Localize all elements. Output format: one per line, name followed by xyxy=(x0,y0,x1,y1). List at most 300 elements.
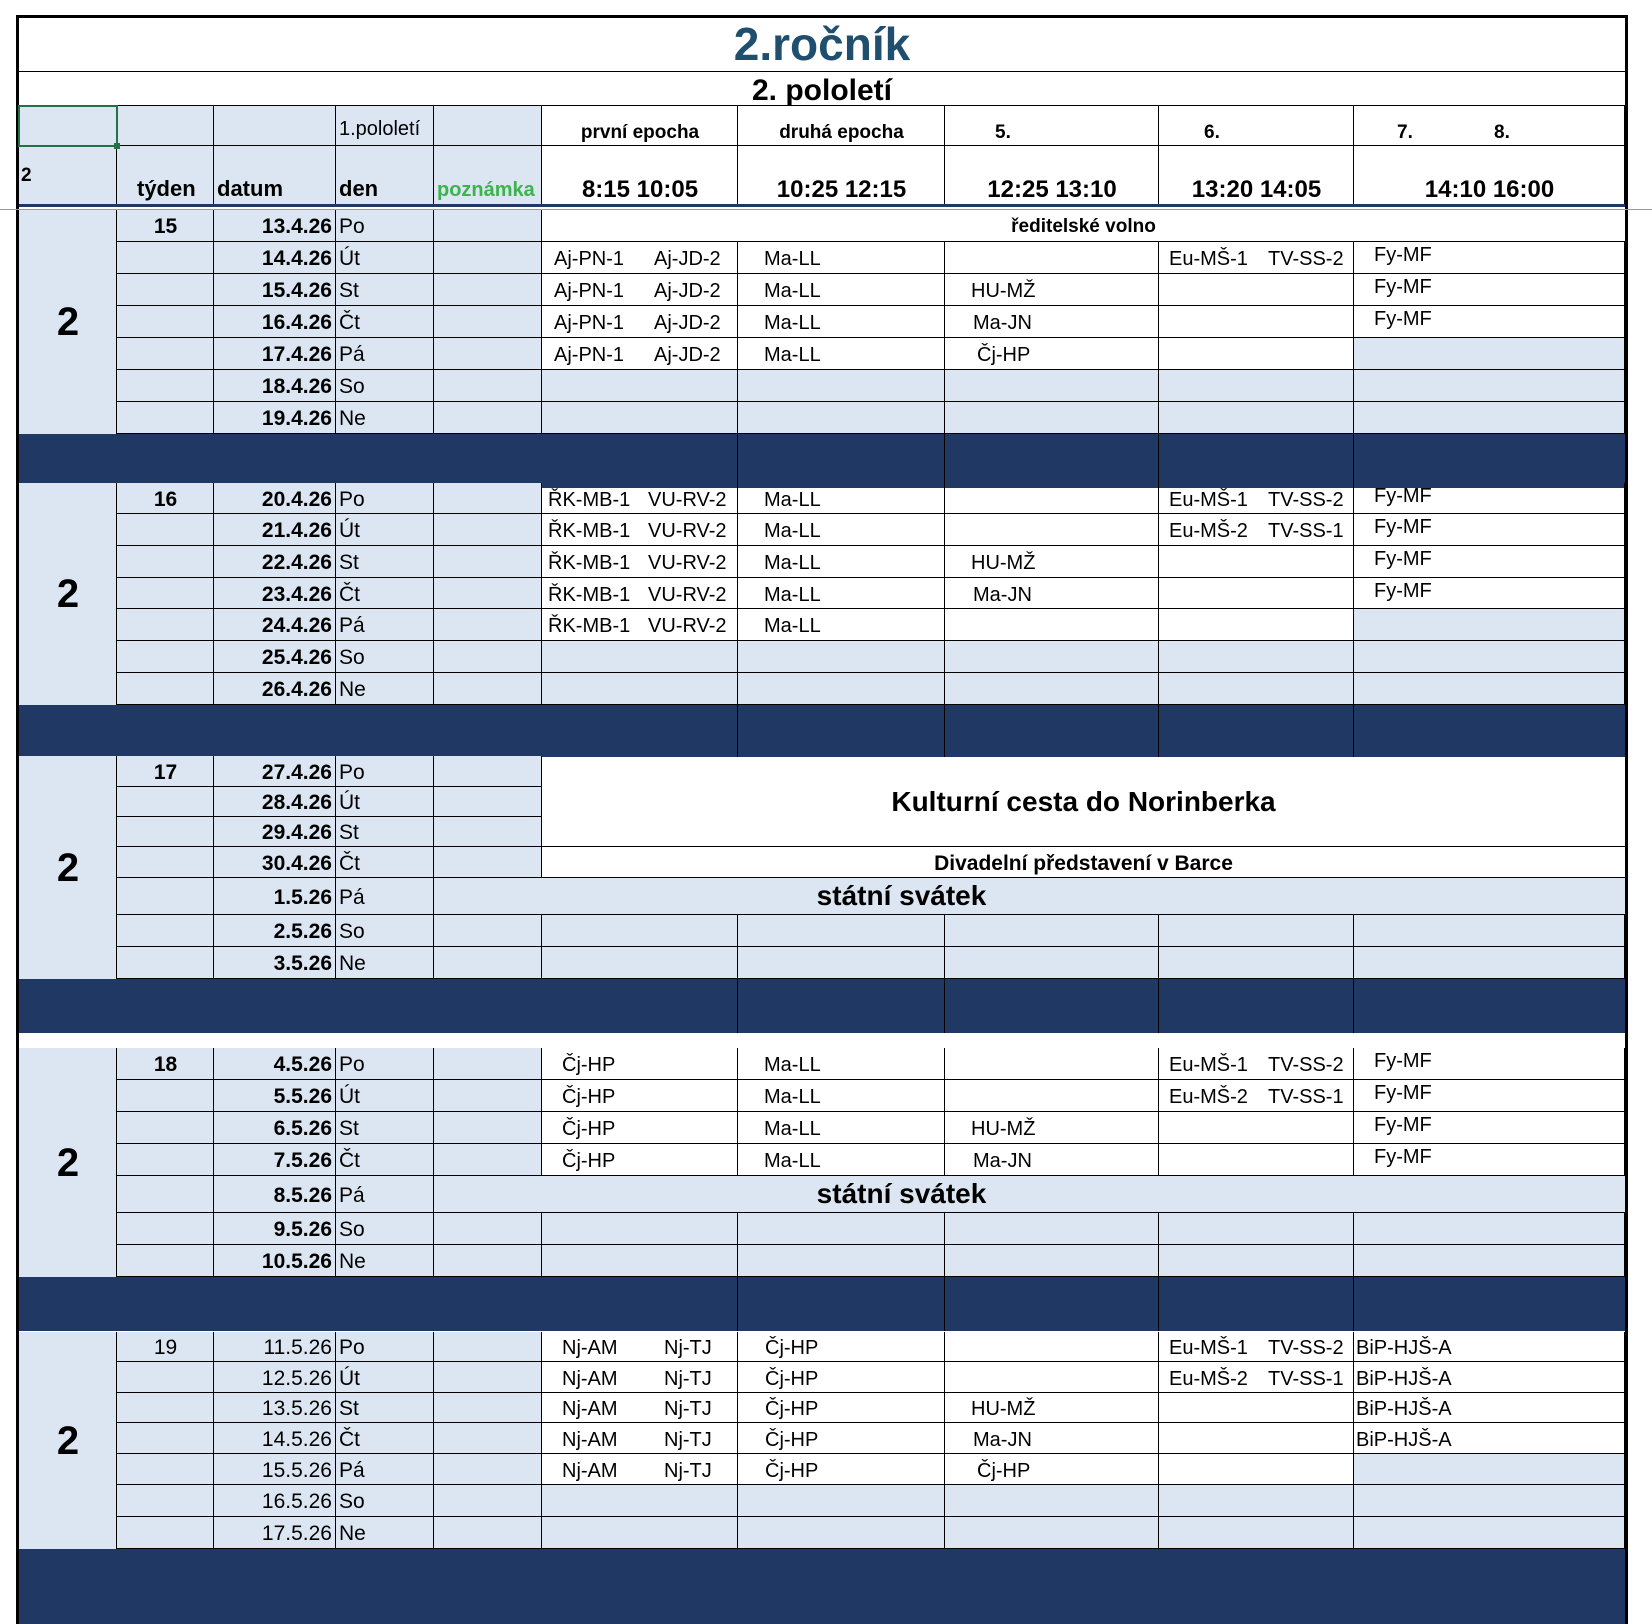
note-span-cell[interactable] xyxy=(434,878,1625,915)
week-number-cell[interactable] xyxy=(117,1080,214,1112)
lesson-cell[interactable] xyxy=(945,1048,1159,1080)
day-cell[interactable] xyxy=(336,756,434,787)
day-cell[interactable] xyxy=(336,338,434,370)
lesson-cell[interactable] xyxy=(1159,1423,1354,1454)
week-number-cell[interactable] xyxy=(117,1362,214,1393)
lesson-cell[interactable] xyxy=(945,915,1159,947)
header-cell[interactable] xyxy=(214,106,336,146)
lesson-cell[interactable] xyxy=(1354,1362,1625,1393)
week-number-cell[interactable] xyxy=(117,1485,214,1517)
header-cell[interactable] xyxy=(336,146,434,204)
lesson-cell[interactable] xyxy=(1354,1112,1625,1144)
lesson-cell[interactable] xyxy=(1159,1454,1354,1485)
lesson-cell[interactable] xyxy=(738,1245,945,1277)
day-cell[interactable] xyxy=(336,514,434,546)
note-span-cell[interactable] xyxy=(542,847,1625,878)
date-cell[interactable] xyxy=(214,1423,336,1454)
lesson-cell[interactable] xyxy=(1354,1245,1625,1277)
day-cell[interactable] xyxy=(336,1517,434,1549)
week-number-cell[interactable] xyxy=(117,1213,214,1245)
note-cell[interactable] xyxy=(434,514,542,546)
lesson-cell[interactable] xyxy=(1159,673,1354,705)
lesson-cell[interactable] xyxy=(1159,641,1354,673)
date-cell[interactable] xyxy=(214,1485,336,1517)
note-cell[interactable] xyxy=(434,1393,542,1423)
week-number-cell[interactable] xyxy=(117,1245,214,1277)
lesson-cell[interactable] xyxy=(1159,1213,1354,1245)
lesson-cell[interactable] xyxy=(945,1080,1159,1112)
header-cell[interactable] xyxy=(434,146,542,204)
period-name-cell[interactable] xyxy=(1354,106,1625,146)
week-label-cell[interactable] xyxy=(19,1332,117,1549)
note-cell[interactable] xyxy=(434,673,542,705)
week-number-cell[interactable] xyxy=(117,1048,214,1080)
lesson-cell[interactable] xyxy=(542,609,738,641)
lesson-cell[interactable] xyxy=(738,609,945,641)
lesson-cell[interactable] xyxy=(542,338,738,370)
selected-cell-outline[interactable] xyxy=(18,105,118,147)
day-cell[interactable] xyxy=(336,609,434,641)
week-number-cell[interactable] xyxy=(117,1112,214,1144)
day-cell[interactable] xyxy=(336,947,434,979)
lesson-cell[interactable] xyxy=(1354,338,1625,370)
week-label-cell[interactable] xyxy=(19,1048,117,1277)
lesson-cell[interactable] xyxy=(738,1048,945,1080)
week-number-cell[interactable] xyxy=(117,210,214,242)
note-cell[interactable] xyxy=(434,947,542,979)
lesson-cell[interactable] xyxy=(945,947,1159,979)
lesson-cell[interactable] xyxy=(1354,306,1625,338)
header-cell[interactable] xyxy=(336,106,434,146)
lesson-cell[interactable] xyxy=(945,1485,1159,1517)
lesson-cell[interactable] xyxy=(1354,578,1625,609)
note-cell[interactable] xyxy=(434,1454,542,1485)
day-cell[interactable] xyxy=(336,1144,434,1176)
week-number-cell[interactable] xyxy=(117,915,214,947)
lesson-cell[interactable] xyxy=(542,1080,738,1112)
lesson-cell[interactable] xyxy=(542,1332,738,1362)
lesson-cell[interactable] xyxy=(1354,242,1625,274)
day-cell[interactable] xyxy=(336,1362,434,1393)
period-time-cell[interactable] xyxy=(1354,146,1625,204)
lesson-cell[interactable] xyxy=(738,242,945,274)
lesson-cell[interactable] xyxy=(1159,402,1354,434)
lesson-cell[interactable] xyxy=(738,1332,945,1362)
date-cell[interactable] xyxy=(214,1517,336,1549)
day-cell[interactable] xyxy=(336,578,434,609)
note-cell[interactable] xyxy=(434,609,542,641)
header-cell[interactable] xyxy=(117,146,214,204)
note-cell[interactable] xyxy=(434,1517,542,1549)
note-cell[interactable] xyxy=(434,338,542,370)
lesson-cell[interactable] xyxy=(1159,514,1354,546)
lesson-cell[interactable] xyxy=(1159,1517,1354,1549)
note-cell[interactable] xyxy=(434,1048,542,1080)
date-cell[interactable] xyxy=(214,370,336,402)
lesson-cell[interactable] xyxy=(1354,609,1625,641)
lesson-cell[interactable] xyxy=(542,274,738,306)
lesson-cell[interactable] xyxy=(1159,609,1354,641)
note-cell[interactable] xyxy=(434,210,542,242)
week-number-cell[interactable] xyxy=(117,546,214,578)
lesson-cell[interactable] xyxy=(1354,1454,1625,1485)
week-number-cell[interactable] xyxy=(117,483,214,514)
lesson-cell[interactable] xyxy=(1159,947,1354,979)
lesson-cell[interactable] xyxy=(542,641,738,673)
lesson-cell[interactable] xyxy=(738,1393,945,1423)
lesson-cell[interactable] xyxy=(945,370,1159,402)
date-cell[interactable] xyxy=(214,514,336,546)
week-number-cell[interactable] xyxy=(117,338,214,370)
day-cell[interactable] xyxy=(336,1245,434,1277)
date-cell[interactable] xyxy=(214,1245,336,1277)
period-time-cell[interactable] xyxy=(1159,146,1354,204)
lesson-cell[interactable] xyxy=(945,609,1159,641)
week-number-cell[interactable] xyxy=(117,817,214,847)
date-cell[interactable] xyxy=(214,402,336,434)
lesson-cell[interactable] xyxy=(738,1423,945,1454)
lesson-cell[interactable] xyxy=(738,546,945,578)
date-cell[interactable] xyxy=(214,1362,336,1393)
date-cell[interactable] xyxy=(214,546,336,578)
date-cell[interactable] xyxy=(214,915,336,947)
lesson-cell[interactable] xyxy=(738,338,945,370)
lesson-cell[interactable] xyxy=(945,402,1159,434)
header-cell[interactable] xyxy=(214,146,336,204)
day-cell[interactable] xyxy=(336,483,434,514)
lesson-cell[interactable] xyxy=(1354,915,1625,947)
date-cell[interactable] xyxy=(214,1454,336,1485)
lesson-cell[interactable] xyxy=(945,1112,1159,1144)
lesson-cell[interactable] xyxy=(1354,514,1625,546)
day-cell[interactable] xyxy=(336,546,434,578)
period-time-cell[interactable] xyxy=(542,146,738,204)
note-cell[interactable] xyxy=(434,756,542,787)
header-cell[interactable] xyxy=(434,106,542,146)
lesson-cell[interactable] xyxy=(542,1112,738,1144)
note-cell[interactable] xyxy=(434,1423,542,1454)
lesson-cell[interactable] xyxy=(1354,546,1625,578)
day-cell[interactable] xyxy=(336,673,434,705)
lesson-cell[interactable] xyxy=(1354,402,1625,434)
week-label-cell[interactable] xyxy=(19,210,117,434)
lesson-cell[interactable] xyxy=(542,1423,738,1454)
note-cell[interactable] xyxy=(434,274,542,306)
note-span-cell[interactable] xyxy=(434,1176,1625,1213)
week-number-cell[interactable] xyxy=(117,1393,214,1423)
fill-handle[interactable] xyxy=(114,143,120,149)
lesson-cell[interactable] xyxy=(738,483,945,514)
note-span-cell[interactable] xyxy=(542,756,1625,847)
week-number-cell[interactable] xyxy=(117,756,214,787)
lesson-cell[interactable] xyxy=(542,1517,738,1549)
period-name-cell[interactable] xyxy=(945,106,1159,146)
lesson-cell[interactable] xyxy=(945,274,1159,306)
lesson-cell[interactable] xyxy=(1159,1332,1354,1362)
lesson-cell[interactable] xyxy=(542,242,738,274)
day-cell[interactable] xyxy=(336,878,434,915)
day-cell[interactable] xyxy=(336,1485,434,1517)
lesson-cell[interactable] xyxy=(1159,1144,1354,1176)
lesson-cell[interactable] xyxy=(1354,673,1625,705)
lesson-cell[interactable] xyxy=(738,514,945,546)
period-time-cell[interactable] xyxy=(945,146,1159,204)
lesson-cell[interactable] xyxy=(945,1245,1159,1277)
lesson-cell[interactable] xyxy=(542,483,738,514)
week-number-cell[interactable] xyxy=(117,878,214,915)
lesson-cell[interactable] xyxy=(945,306,1159,338)
lesson-cell[interactable] xyxy=(1159,370,1354,402)
lesson-cell[interactable] xyxy=(738,1362,945,1393)
lesson-cell[interactable] xyxy=(738,306,945,338)
period-name-cell[interactable] xyxy=(738,106,945,146)
lesson-cell[interactable] xyxy=(1159,1112,1354,1144)
lesson-cell[interactable] xyxy=(738,1112,945,1144)
week-label-cell[interactable] xyxy=(19,483,117,705)
lesson-cell[interactable] xyxy=(738,1517,945,1549)
note-cell[interactable] xyxy=(434,578,542,609)
note-span-cell[interactable] xyxy=(542,210,1625,242)
lesson-cell[interactable] xyxy=(738,641,945,673)
lesson-cell[interactable] xyxy=(945,514,1159,546)
week-number-cell[interactable] xyxy=(117,1144,214,1176)
period-name-cell[interactable] xyxy=(542,106,738,146)
lesson-cell[interactable] xyxy=(738,274,945,306)
day-cell[interactable] xyxy=(336,1080,434,1112)
lesson-cell[interactable] xyxy=(1159,1080,1354,1112)
date-cell[interactable] xyxy=(214,1393,336,1423)
lesson-cell[interactable] xyxy=(738,1213,945,1245)
lesson-cell[interactable] xyxy=(542,947,738,979)
day-cell[interactable] xyxy=(336,641,434,673)
lesson-cell[interactable] xyxy=(1159,1362,1354,1393)
date-cell[interactable] xyxy=(214,641,336,673)
week-number-cell[interactable] xyxy=(117,242,214,274)
lesson-cell[interactable] xyxy=(1354,370,1625,402)
lesson-cell[interactable] xyxy=(738,402,945,434)
week-number-cell[interactable] xyxy=(117,1332,214,1362)
lesson-cell[interactable] xyxy=(542,1048,738,1080)
lesson-cell[interactable] xyxy=(738,370,945,402)
note-cell[interactable] xyxy=(434,402,542,434)
lesson-cell[interactable] xyxy=(1159,915,1354,947)
period-name-cell[interactable] xyxy=(1159,106,1354,146)
lesson-cell[interactable] xyxy=(1159,546,1354,578)
lesson-cell[interactable] xyxy=(945,1332,1159,1362)
day-cell[interactable] xyxy=(336,847,434,878)
note-cell[interactable] xyxy=(434,242,542,274)
lesson-cell[interactable] xyxy=(542,1393,738,1423)
note-cell[interactable] xyxy=(434,847,542,878)
week-number-cell[interactable] xyxy=(117,274,214,306)
lesson-cell[interactable] xyxy=(1354,274,1625,306)
lesson-cell[interactable] xyxy=(542,1454,738,1485)
day-cell[interactable] xyxy=(336,1332,434,1362)
lesson-cell[interactable] xyxy=(1354,1332,1625,1362)
week-number-cell[interactable] xyxy=(117,673,214,705)
lesson-cell[interactable] xyxy=(945,1362,1159,1393)
week-number-cell[interactable] xyxy=(117,609,214,641)
note-cell[interactable] xyxy=(434,817,542,847)
day-cell[interactable] xyxy=(336,210,434,242)
lesson-cell[interactable] xyxy=(542,673,738,705)
lesson-cell[interactable] xyxy=(738,1485,945,1517)
lesson-cell[interactable] xyxy=(1354,1423,1625,1454)
date-cell[interactable] xyxy=(214,242,336,274)
lesson-cell[interactable] xyxy=(1159,1048,1354,1080)
lesson-cell[interactable] xyxy=(945,578,1159,609)
date-cell[interactable] xyxy=(214,1332,336,1362)
week-number-cell[interactable] xyxy=(117,1176,214,1213)
lesson-cell[interactable] xyxy=(1159,578,1354,609)
week-number-cell[interactable] xyxy=(117,641,214,673)
date-cell[interactable] xyxy=(214,1112,336,1144)
date-cell[interactable] xyxy=(214,1080,336,1112)
lesson-cell[interactable] xyxy=(945,641,1159,673)
week-number-cell[interactable] xyxy=(117,402,214,434)
day-cell[interactable] xyxy=(336,1213,434,1245)
lesson-cell[interactable] xyxy=(1354,1517,1625,1549)
week-number-cell[interactable] xyxy=(117,578,214,609)
week-number-cell[interactable] xyxy=(117,1517,214,1549)
lesson-cell[interactable] xyxy=(542,1362,738,1393)
week-number-cell[interactable] xyxy=(117,514,214,546)
lesson-cell[interactable] xyxy=(1159,274,1354,306)
date-cell[interactable] xyxy=(214,787,336,817)
lesson-cell[interactable] xyxy=(1159,483,1354,514)
note-cell[interactable] xyxy=(434,1112,542,1144)
lesson-cell[interactable] xyxy=(945,242,1159,274)
date-cell[interactable] xyxy=(214,210,336,242)
note-cell[interactable] xyxy=(434,1080,542,1112)
lesson-cell[interactable] xyxy=(945,1454,1159,1485)
lesson-cell[interactable] xyxy=(1354,1080,1625,1112)
lesson-cell[interactable] xyxy=(945,338,1159,370)
lesson-cell[interactable] xyxy=(945,483,1159,514)
lesson-cell[interactable] xyxy=(1354,947,1625,979)
date-cell[interactable] xyxy=(214,756,336,787)
day-cell[interactable] xyxy=(336,1112,434,1144)
lesson-cell[interactable] xyxy=(542,306,738,338)
note-cell[interactable] xyxy=(434,915,542,947)
date-cell[interactable] xyxy=(214,338,336,370)
day-cell[interactable] xyxy=(336,915,434,947)
date-cell[interactable] xyxy=(214,847,336,878)
date-cell[interactable] xyxy=(214,1048,336,1080)
day-cell[interactable] xyxy=(336,1176,434,1213)
lesson-cell[interactable] xyxy=(1159,242,1354,274)
lesson-cell[interactable] xyxy=(738,947,945,979)
week-number-cell[interactable] xyxy=(117,847,214,878)
note-cell[interactable] xyxy=(434,787,542,817)
header-cell[interactable] xyxy=(19,146,117,204)
note-cell[interactable] xyxy=(434,370,542,402)
lesson-cell[interactable] xyxy=(1159,1485,1354,1517)
lesson-cell[interactable] xyxy=(738,1080,945,1112)
day-cell[interactable] xyxy=(336,1393,434,1423)
day-cell[interactable] xyxy=(336,274,434,306)
week-number-cell[interactable] xyxy=(117,1423,214,1454)
date-cell[interactable] xyxy=(214,306,336,338)
lesson-cell[interactable] xyxy=(1354,1144,1625,1176)
lesson-cell[interactable] xyxy=(1354,1485,1625,1517)
date-cell[interactable] xyxy=(214,483,336,514)
date-cell[interactable] xyxy=(214,1144,336,1176)
note-cell[interactable] xyxy=(434,1245,542,1277)
week-label-cell[interactable] xyxy=(19,756,117,979)
lesson-cell[interactable] xyxy=(945,1213,1159,1245)
day-cell[interactable] xyxy=(336,817,434,847)
date-cell[interactable] xyxy=(214,817,336,847)
period-time-cell[interactable] xyxy=(738,146,945,204)
lesson-cell[interactable] xyxy=(945,546,1159,578)
lesson-cell[interactable] xyxy=(945,1517,1159,1549)
lesson-cell[interactable] xyxy=(945,1144,1159,1176)
lesson-cell[interactable] xyxy=(1354,641,1625,673)
lesson-cell[interactable] xyxy=(945,1423,1159,1454)
lesson-cell[interactable] xyxy=(542,370,738,402)
lesson-cell[interactable] xyxy=(1354,1393,1625,1423)
week-number-cell[interactable] xyxy=(117,1454,214,1485)
lesson-cell[interactable] xyxy=(542,402,738,434)
lesson-cell[interactable] xyxy=(738,578,945,609)
lesson-cell[interactable] xyxy=(542,514,738,546)
lesson-cell[interactable] xyxy=(1159,306,1354,338)
date-cell[interactable] xyxy=(214,878,336,915)
lesson-cell[interactable] xyxy=(542,915,738,947)
lesson-cell[interactable] xyxy=(1159,1393,1354,1423)
lesson-cell[interactable] xyxy=(945,1393,1159,1423)
note-cell[interactable] xyxy=(434,306,542,338)
lesson-cell[interactable] xyxy=(542,546,738,578)
lesson-cell[interactable] xyxy=(1159,338,1354,370)
note-cell[interactable] xyxy=(434,483,542,514)
lesson-cell[interactable] xyxy=(738,915,945,947)
lesson-cell[interactable] xyxy=(542,578,738,609)
note-cell[interactable] xyxy=(434,1332,542,1362)
lesson-cell[interactable] xyxy=(1354,1213,1625,1245)
day-cell[interactable] xyxy=(336,1423,434,1454)
day-cell[interactable] xyxy=(336,242,434,274)
lesson-cell[interactable] xyxy=(945,673,1159,705)
date-cell[interactable] xyxy=(214,578,336,609)
note-cell[interactable] xyxy=(434,641,542,673)
day-cell[interactable] xyxy=(336,402,434,434)
header-cell[interactable] xyxy=(117,106,214,146)
date-cell[interactable] xyxy=(214,609,336,641)
date-cell[interactable] xyxy=(214,673,336,705)
day-cell[interactable] xyxy=(336,306,434,338)
week-number-cell[interactable] xyxy=(117,306,214,338)
lesson-cell[interactable] xyxy=(542,1245,738,1277)
lesson-cell[interactable] xyxy=(738,1144,945,1176)
lesson-cell[interactable] xyxy=(1354,483,1625,514)
day-cell[interactable] xyxy=(336,370,434,402)
day-cell[interactable] xyxy=(336,787,434,817)
lesson-cell[interactable] xyxy=(1354,1048,1625,1080)
date-cell[interactable] xyxy=(214,1176,336,1213)
lesson-cell[interactable] xyxy=(1159,1245,1354,1277)
lesson-cell[interactable] xyxy=(542,1144,738,1176)
lesson-cell[interactable] xyxy=(542,1213,738,1245)
day-cell[interactable] xyxy=(336,1454,434,1485)
note-cell[interactable] xyxy=(434,546,542,578)
lesson-cell[interactable] xyxy=(738,673,945,705)
week-number-cell[interactable] xyxy=(117,947,214,979)
lesson-cell[interactable] xyxy=(738,1454,945,1485)
date-cell[interactable] xyxy=(214,947,336,979)
lesson-cell[interactable] xyxy=(542,1485,738,1517)
